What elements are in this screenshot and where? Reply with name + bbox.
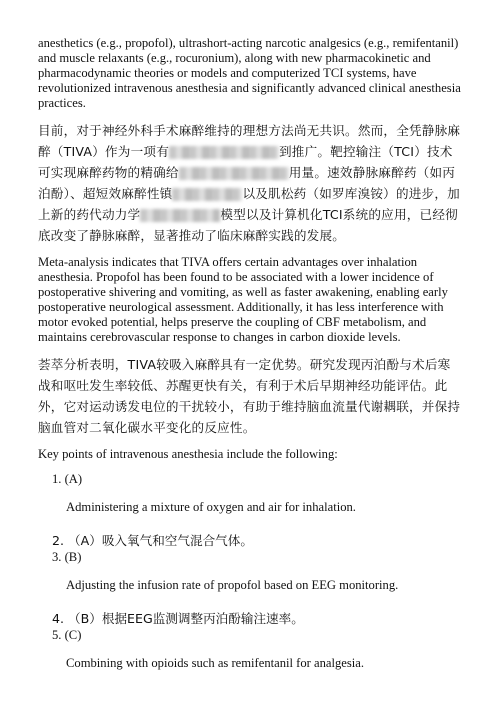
text-segment: 目前，对于神经外科手术麻醉维持的理想方法尚无共识。然而，全凭静脉麻醉（TIVA）作为一项有 — [38, 123, 461, 159]
option-text: Administering a mixture of oxygen and air for inhalation. — [66, 500, 356, 514]
option-text: Combining with opioids such as remifentanil for analgesia. — [66, 656, 364, 670]
text-segment: 以及肌松药（如罗库溴铵）的进步，加上新的药代动力学 — [38, 186, 460, 222]
option-text: Adjusting the infusion rate of propofol based on EEG monitoring. — [66, 578, 399, 592]
list-marker: 5. (C) — [52, 628, 82, 642]
list-marker: 3. (B) — [52, 550, 82, 564]
redacted-blur — [172, 188, 242, 201]
list-marker-zh: 4. （B）根据EEG监测调整丙泊酚输注速率。 — [52, 611, 304, 626]
list-heading: Key points of intravenous anesthesia include the following: — [38, 447, 338, 461]
paragraph-meta-analysis-en: Meta-analysis indicates that TIVA offers certain advantages over inhalation anesthesia. Propofol has been found to be associated with a lower incidence of postoperative shivering and vomiting, as well as faster awakening, enabling early postoperative neurological assessment. Additionally, it has less interference with motor evoked potential, helps preserve the coupling of CBF metabolism, and maintains cerebrovascular response to changes in carbon dioxide levels. — [38, 255, 448, 344]
redacted-blur — [140, 209, 220, 222]
redacted-blur — [169, 146, 279, 159]
paragraph-intro-en: anesthetics (e.g., propofol), ultrashort-acting narcotic analgesics (e.g., remifentanil) and muscle relaxants (e.g., rocuronium), along with new pharmacokinetic and pharmacodynamic theories or models and computerized TCI systems, have revolutionized intravenous anesthesia and significantly advanced clinical anesthesia practices. — [38, 36, 461, 110]
redacted-blur — [179, 167, 289, 180]
text-segment: 用量。速效静脉麻醉药（如丙泊酚）、超短效麻醉性镇 — [38, 165, 456, 201]
paragraph-intro-zh — [38, 120, 462, 246]
paragraph-meta-analysis-zh: 荟萃分析表明，TIVA较吸入麻醉具有一定优势。研究发现丙泊酚与术后寒战和呕吐发生率较低、苏醒更快有关，有利于术后早期神经功能评估。此外，它对运动诱发电位的干扰较小，有助于维持脑血流量代谢耦联，并保持脑血管对二氧化碳水平变化的反应性。 — [38, 357, 461, 435]
list-marker: 1. (A) — [52, 472, 83, 486]
list-marker-zh: 2. （A）吸入氧气和空气混合气体。 — [52, 533, 253, 548]
text-segment: 模型以及计算机化TCI系统的应用，已经彻底改变了静脉麻醉，显著推动了临床麻醉实践的发展。 — [38, 207, 458, 243]
text-segment: 到推广。靶控输注（TCI）技术可实现麻醉药物的精确给 — [38, 144, 453, 180]
